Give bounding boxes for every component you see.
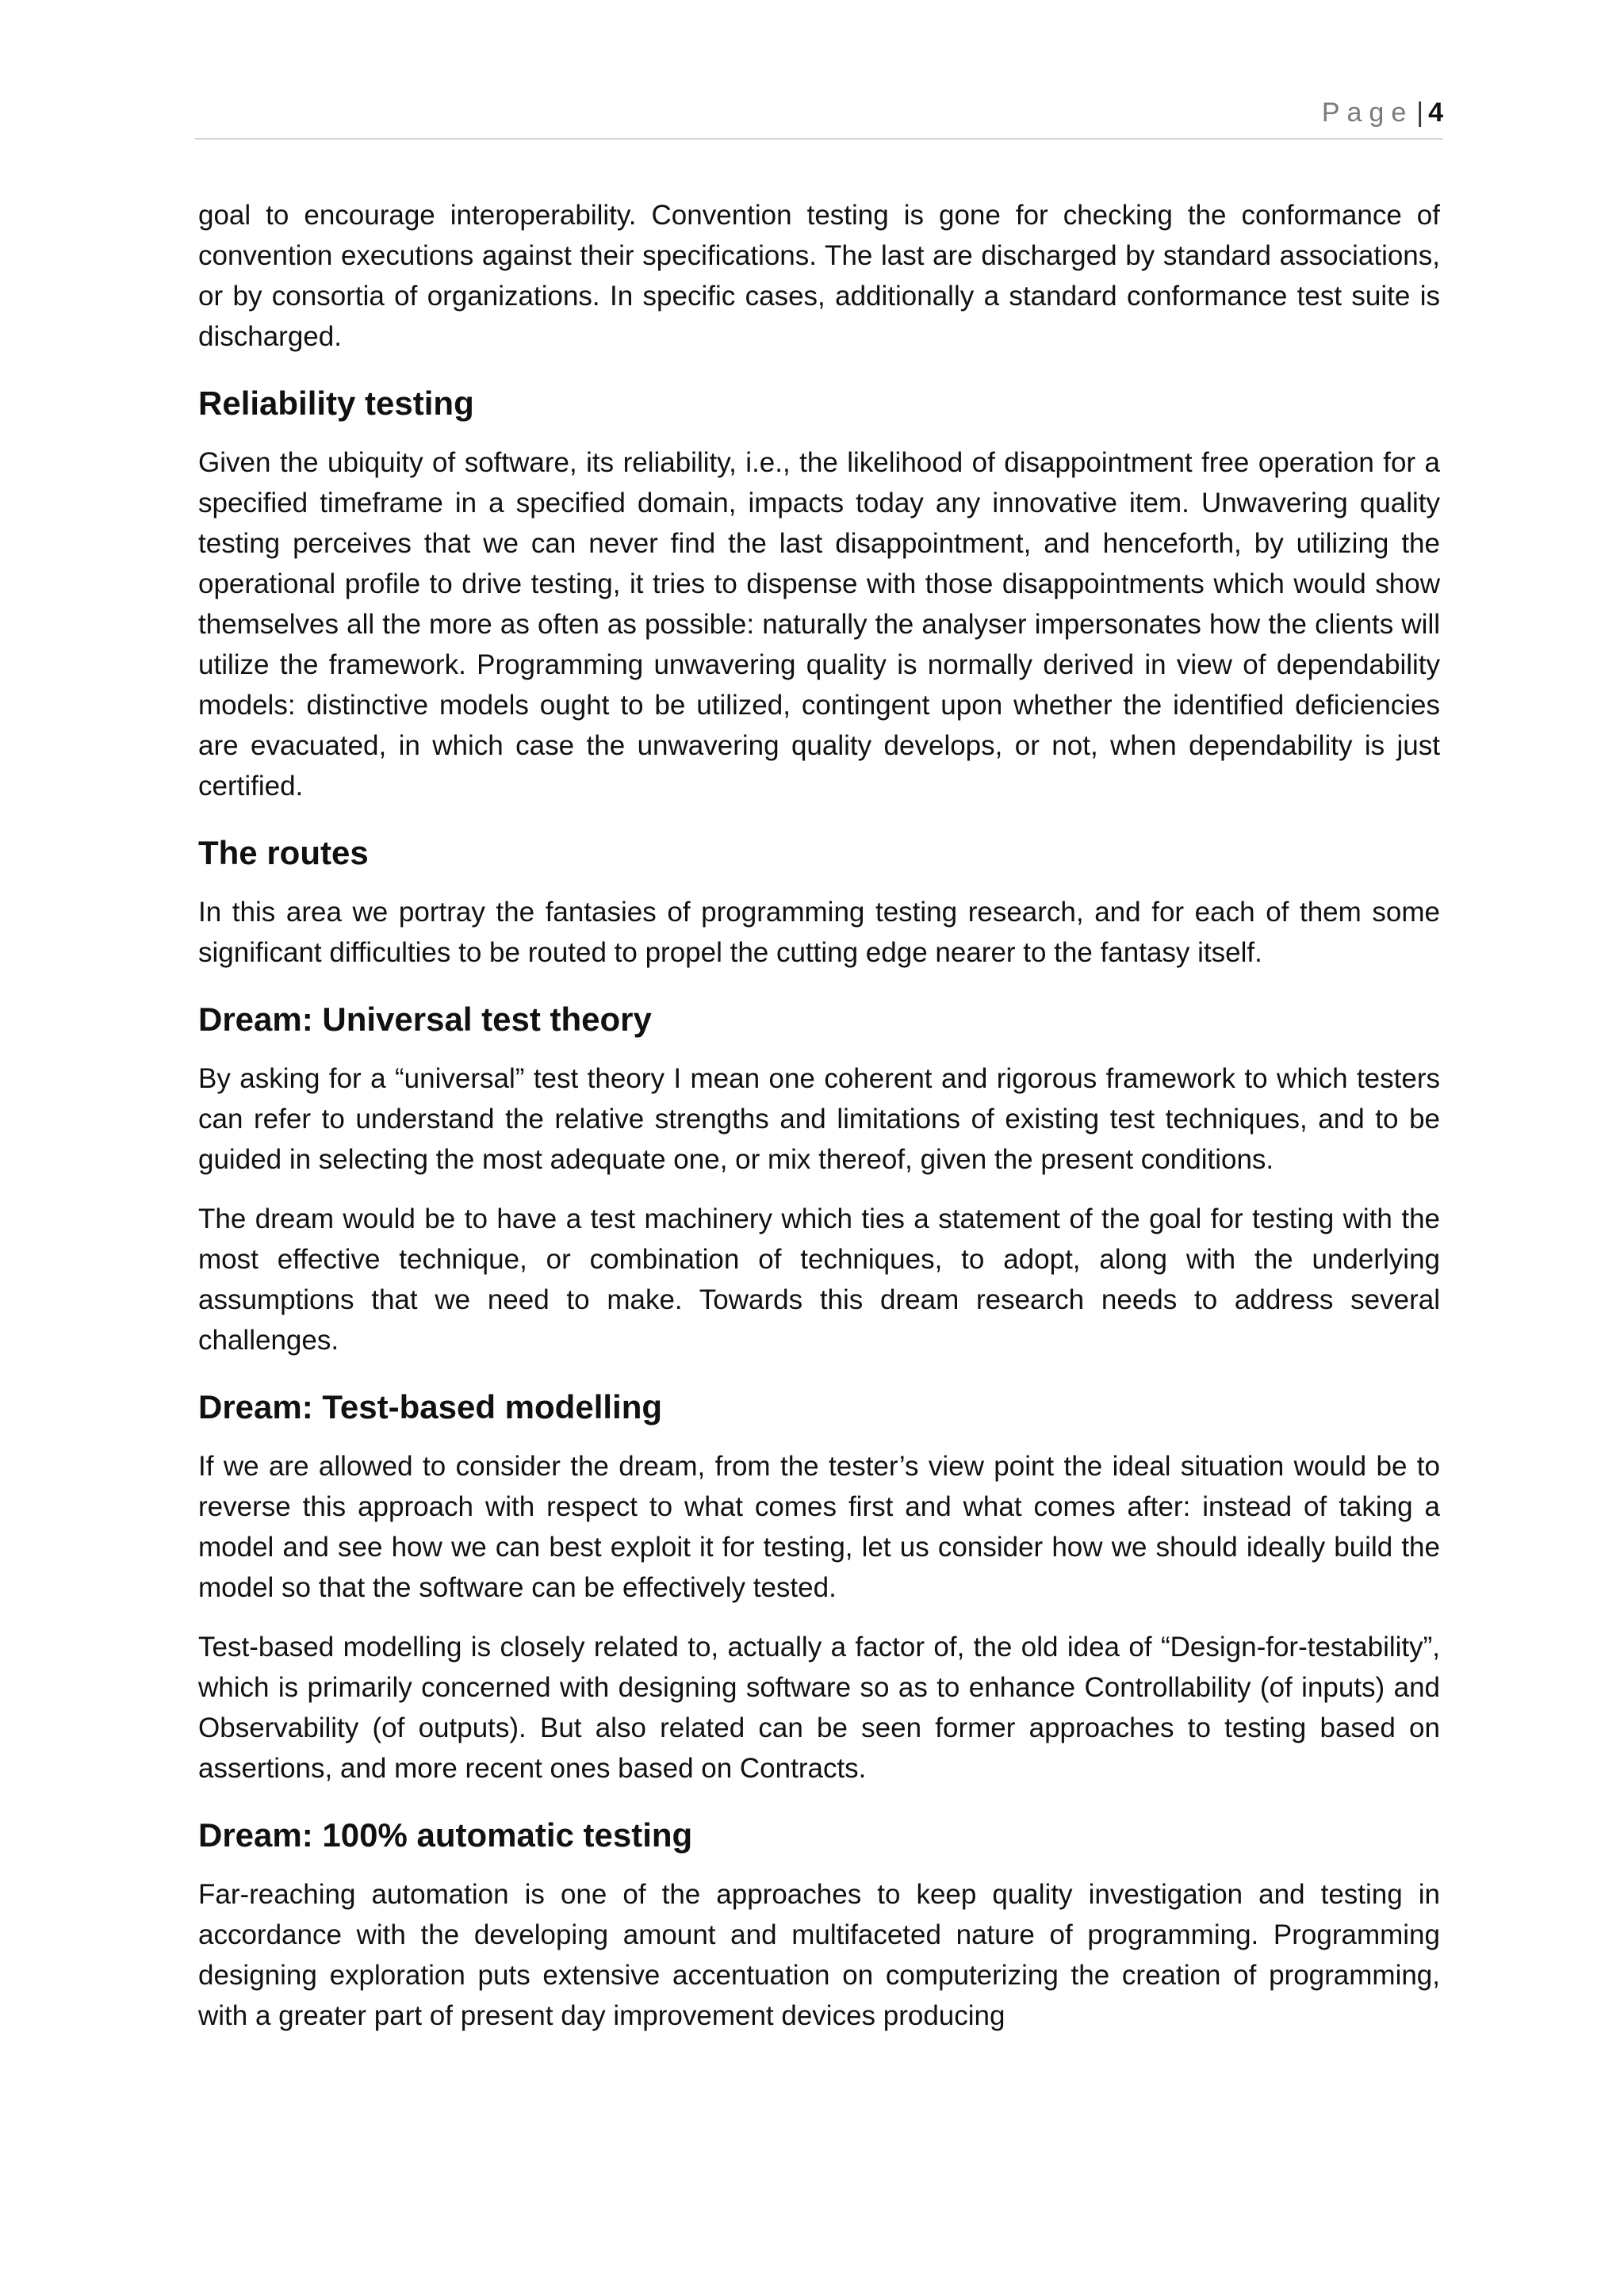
page-header (195, 94, 1443, 140)
paragraph-reliability-testing: Given the ubiquity of software, its reliability, i.e., the likelihood of disappointment free operation for a specified timeframe in a specified domain, impacts today any innovative item. Unwavering quality testing perceives that we can never find the last disappointment, and henceforth, by utilizing the operational profile to drive testing, it tries to dispense with those disappointments which would show themselves all the more as often as possible: naturally the analyser impersonates how the clients will utilize the framework. Programming unwavering quality is normally derived in view of dependability models: distinctive models ought to be utilized, contingent upon whether the identified deficiencies are evacuated, in which case the unwavering quality develops, or not, when dependability is just certified. (198, 447, 1440, 802)
page-number: 4 (1428, 98, 1443, 128)
page-label: Page (1321, 98, 1414, 128)
heading-the-routes: The routes (198, 834, 369, 871)
paragraph-test-based-modelling-2: Test-based modelling is closely related to, actually a factor of, the old idea of “Design-for-testability”, which is primarily concerned with designing software so as to enhance Controllability (of inputs) and Observability (of outputs). But also related can be seen former approaches to testing based on assertions, and more recent ones based on Contracts. (198, 1632, 1440, 1784)
heading-automatic-testing: Dream: 100% automatic testing (198, 1816, 693, 1854)
paragraph-the-routes: In this area we portray the fantasies of programming testing research, and for each of them some significant difficulties to be routed to propel the cutting edge nearer to the fantasy itself. (198, 897, 1440, 968)
heading-test-based-modelling: Dream: Test-based modelling (198, 1388, 663, 1425)
paragraph-intro: goal to encourage interoperability. Convention testing is gone for checking the conformance of convention executions against their specifications. The last are discharged by standard associations, or by consortia of organizations. In specific cases, additionally a standard conformance test suite is discharged. (198, 200, 1440, 352)
paragraph-automatic-testing: Far-reaching automation is one of the approaches to keep quality investigation and testing in accordance with the developing amount and multifaceted nature of programming. Programming designing exploration puts extensive accentuation on computerizing the creation of programming, with a greater part of present day improvement devices producing (198, 1879, 1440, 2031)
paragraph-universal-test-theory-2: The dream would be to have a test machinery which ties a statement of the goal for testing with the most effective technique, or combination of techniques, to adopt, along with the underlying assumptions that we need to make. Towards this dream research needs to address several challenges. (198, 1203, 1440, 1356)
paragraph-universal-test-theory-1: By asking for a “universal” test theory I mean one coherent and rigorous framework to which testers can refer to understand the relative strengths and limitations of existing test techniques, and to be guided in selecting the most adequate one, or mix thereof, given the present conditions. (198, 1063, 1440, 1175)
document-body (198, 195, 1440, 2055)
heading-universal-test-theory: Dream: Universal test theory (198, 1001, 652, 1038)
paragraph-test-based-modelling-1: If we are allowed to consider the dream, from the tester’s view point the ideal situation would be to reverse this approach with respect to what comes first and what comes after: instead of taking a model and see how we can best exploit it for testing, let us consider how we should ideally build the model so that the software can be effectively tested. (198, 1451, 1440, 1603)
page-separator: | (1416, 98, 1424, 128)
heading-reliability-testing: Reliability testing (198, 385, 474, 422)
